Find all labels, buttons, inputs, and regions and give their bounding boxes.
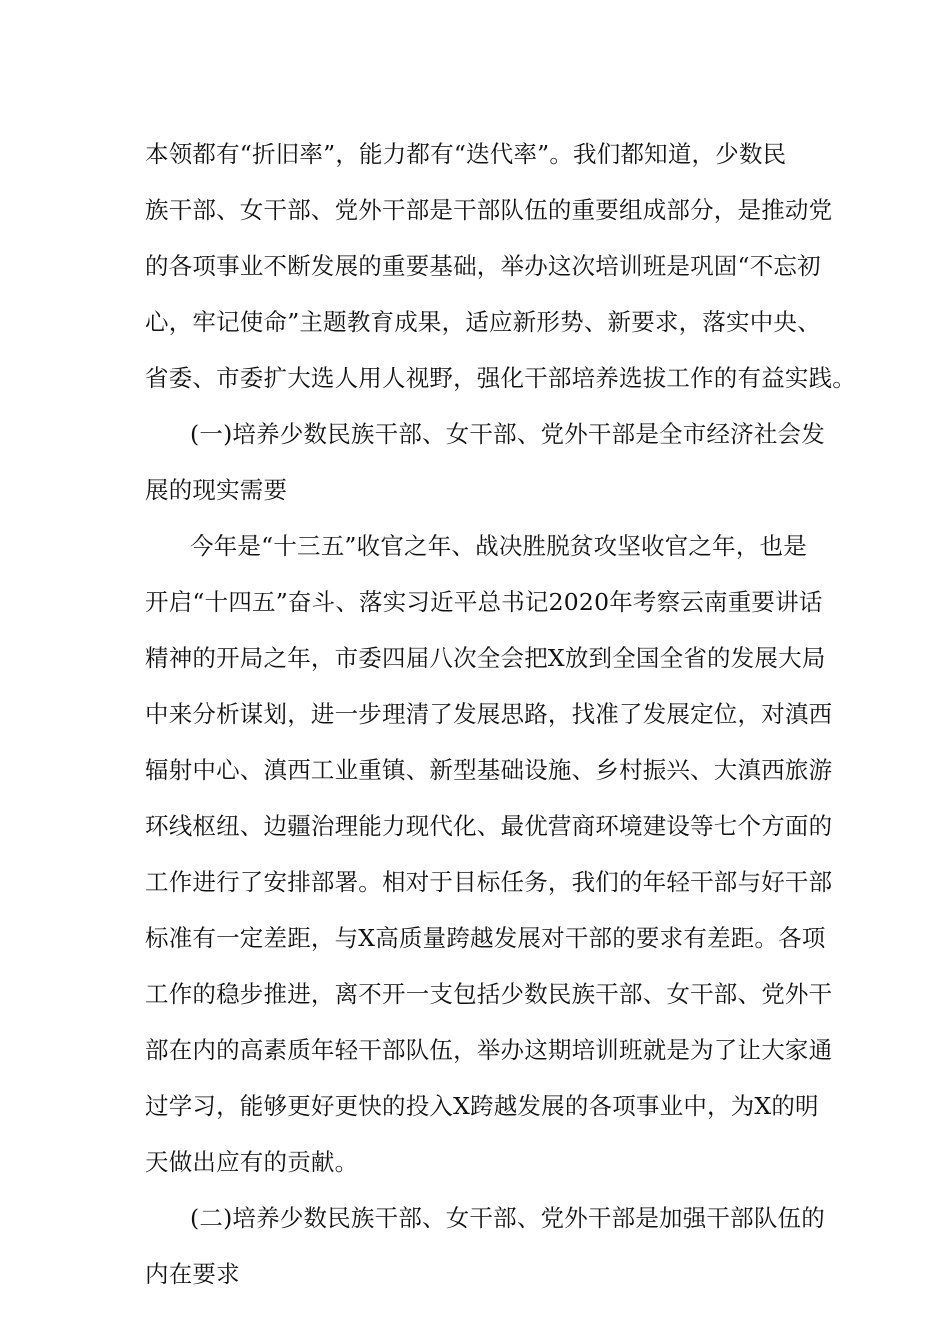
text-line: 天做出应有的贡献。: [145, 1148, 359, 1176]
text-line: 本领都有“折旧率”，能力都有“迭代率”。我们都知道，少数民: [145, 140, 787, 168]
section-heading-line: 展的现实需要: [145, 476, 288, 504]
text-line: 标准有一定差距，与X高质量跨越发展对干部的要求有差距。各项: [145, 924, 826, 952]
text-line: 族干部、女干部、党外干部是干部队伍的重要组成部分，是推动党: [145, 196, 833, 224]
section-heading-line: (一)培养少数民族干部、女干部、党外干部是全市经济社会发: [190, 420, 825, 448]
text-line: 中来分析谋划，进一步理清了发展思路，找准了发展定位，对滇西: [145, 700, 833, 728]
text-line: 的各项事业不断发展的重要基础，举办这次培训班是巩固“不忘初: [145, 252, 821, 280]
text-line: 部在内的高素质年轻干部队伍，举办这期培训班就是为了让大家通: [145, 1036, 833, 1064]
text-line: 辐射中心、滇西工业重镇、新型基础设施、乡村振兴、大滇西旅游: [145, 756, 833, 784]
section-heading-line: (二)培养少数民族干部、女干部、党外干部是加强干部队伍的: [190, 1204, 825, 1232]
text-line: 精神的开局之年，市委四届八次全会把X放到全国全省的发展大局: [145, 644, 826, 672]
text-line: 省委、市委扩大选人用人视野，强化干部培养选拔工作的有益实践。: [145, 364, 856, 392]
text-line: 工作的稳步推进，离不开一支包括少数民族干部、女干部、党外干: [145, 980, 833, 1008]
text-line: 开启“十四五”奋斗、落实习近平总书记2020年考察云南重要讲话: [145, 588, 823, 616]
text-line: 过学习，能够更好更快的投入X跨越发展的各项事业中，为X的明: [145, 1092, 819, 1120]
text-line: 工作进行了安排部署。相对于目标任务，我们的年轻干部与好干部: [145, 868, 833, 896]
section-heading-line: 内在要求: [145, 1260, 240, 1288]
text-line: 今年是“十三五”收官之年、战决胜脱贫攻坚收官之年，也是: [190, 532, 807, 560]
text-line: 心，牢记使命”主题教育成果，适应新形势、新要求，落实中央、: [145, 308, 821, 336]
text-line: 环线枢纽、边疆治理能力现代化、最优营商环境建设等七个方面的: [145, 812, 833, 840]
